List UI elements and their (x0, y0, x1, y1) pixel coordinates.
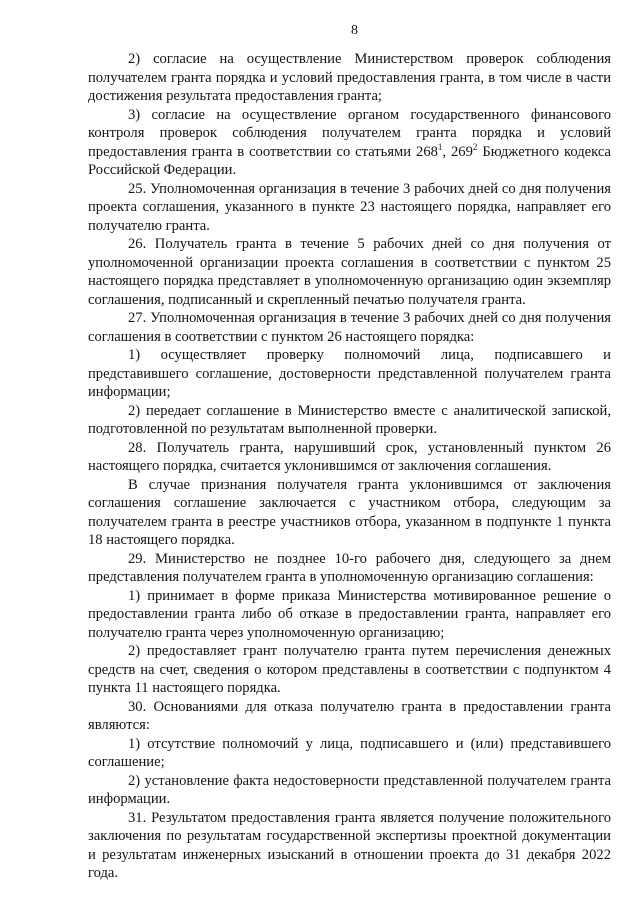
paragraph-31: 31. Результатом предоставления гранта является получение положительного заключения по результатам государственной экспертизы проектной документации и результатам инженерных изысканий в отношении проекта до 31 декабря 2022 года. (88, 809, 611, 881)
paragraph-consent-control (88, 106, 611, 180)
paragraph-30: 30. Основаниями для отказа получателю гранта в предоставлении гранта являются: (88, 698, 611, 733)
paragraph-28: 28. Получатель гранта, нарушивший срок, установленный пунктом 26 настоящего порядка, считается уклонившимся от заключения соглашения. (88, 439, 611, 474)
paragraph-26: 26. Получатель гранта в течение 5 рабочих дней со дня получения от уполномоченной организации проекта соглашения в соответствии с пунктом 25 настоящего порядка представляет в уполномоченную организацию один экземпляр соглашения, подписанный и скрепленный печатью получателя гранта. (88, 236, 611, 308)
paragraph-30-item-1: 1) отсутствие полномочий у лица, подписавшего и (или) представившего соглашение; (88, 735, 611, 770)
footnote-mark-1: 1 (437, 141, 443, 152)
paragraph-27-item-1: 1) осуществляет проверку полномочий лица, подписавшего и представившего соглашение, достоверности представленной получателем гранта информации; (88, 347, 611, 400)
paragraph-27: 27. Уполномоченная организация в течение 3 рабочих дней со дня получения соглашения в соответствии с пунктом 26 настоящего порядка: (88, 310, 611, 345)
paragraph-25: 25. Уполномоченная организация в течение 3 рабочих дней со дня получения проекта соглашения, указанного в пункте 23 настоящего порядка, направляет его получателю гранта. (88, 180, 611, 234)
document-page (88, 22, 611, 883)
paragraph-29: 29. Министерство не позднее 10-го рабочего дня, следующего за днем представления получателем гранта в уполномоченную организацию соглашения: (88, 550, 611, 585)
paragraph-consent-control-tail: Бюджетного кодекса Российской Федерации. (88, 143, 611, 178)
paragraph-consent-control-text: 3) согласие на осуществление органом государственного финансового контроля проверок соблюдения получателем гранта порядка и условий предоставления гранта в соответствии со статьями 268 (88, 106, 611, 160)
paragraph-30-item-2: 2) установление факта недостоверности представленной получателем гранта информации. (88, 772, 611, 807)
page-number: 8 (351, 23, 358, 38)
paragraph-28-evasion: В случае признания получателя гранта уклонившимся от заключения соглашения соглашение заключается с участником отбора, следующим за получателем гранта в реестре участников отбора, указанном в подпункте 1 пункта 18 настоящего порядка. (88, 476, 611, 548)
footnote-mark-2: 2 (472, 141, 478, 152)
paragraph-27-item-2: 2) передает соглашение в Министерство вместе с аналитической запиской, подготовленной по результатам выполненной проверки. (88, 402, 611, 437)
paragraph-consent-control-mid: , 269 (442, 143, 473, 160)
paragraph-consent-ministry: 2) согласие на осуществление Министерством проверок соблюдения получателем гранта порядка и условий предоставления гранта, в том числе в части достижения результата предоставления гранта; (88, 51, 611, 104)
paragraph-29-item-1: 1) принимает в форме приказа Министерства мотивированное решение о предоставлении гранта либо об отказе в предоставлении гранта, направляет его получателю гранта через уполномоченную организацию; (88, 587, 611, 641)
paragraph-29-item-2: 2) предоставляет грант получателю гранта путем перечисления денежных средств на счет, сведения о котором представлены в соответствии с подпунктом 4 пункта 11 настоящего порядка. (88, 643, 611, 696)
